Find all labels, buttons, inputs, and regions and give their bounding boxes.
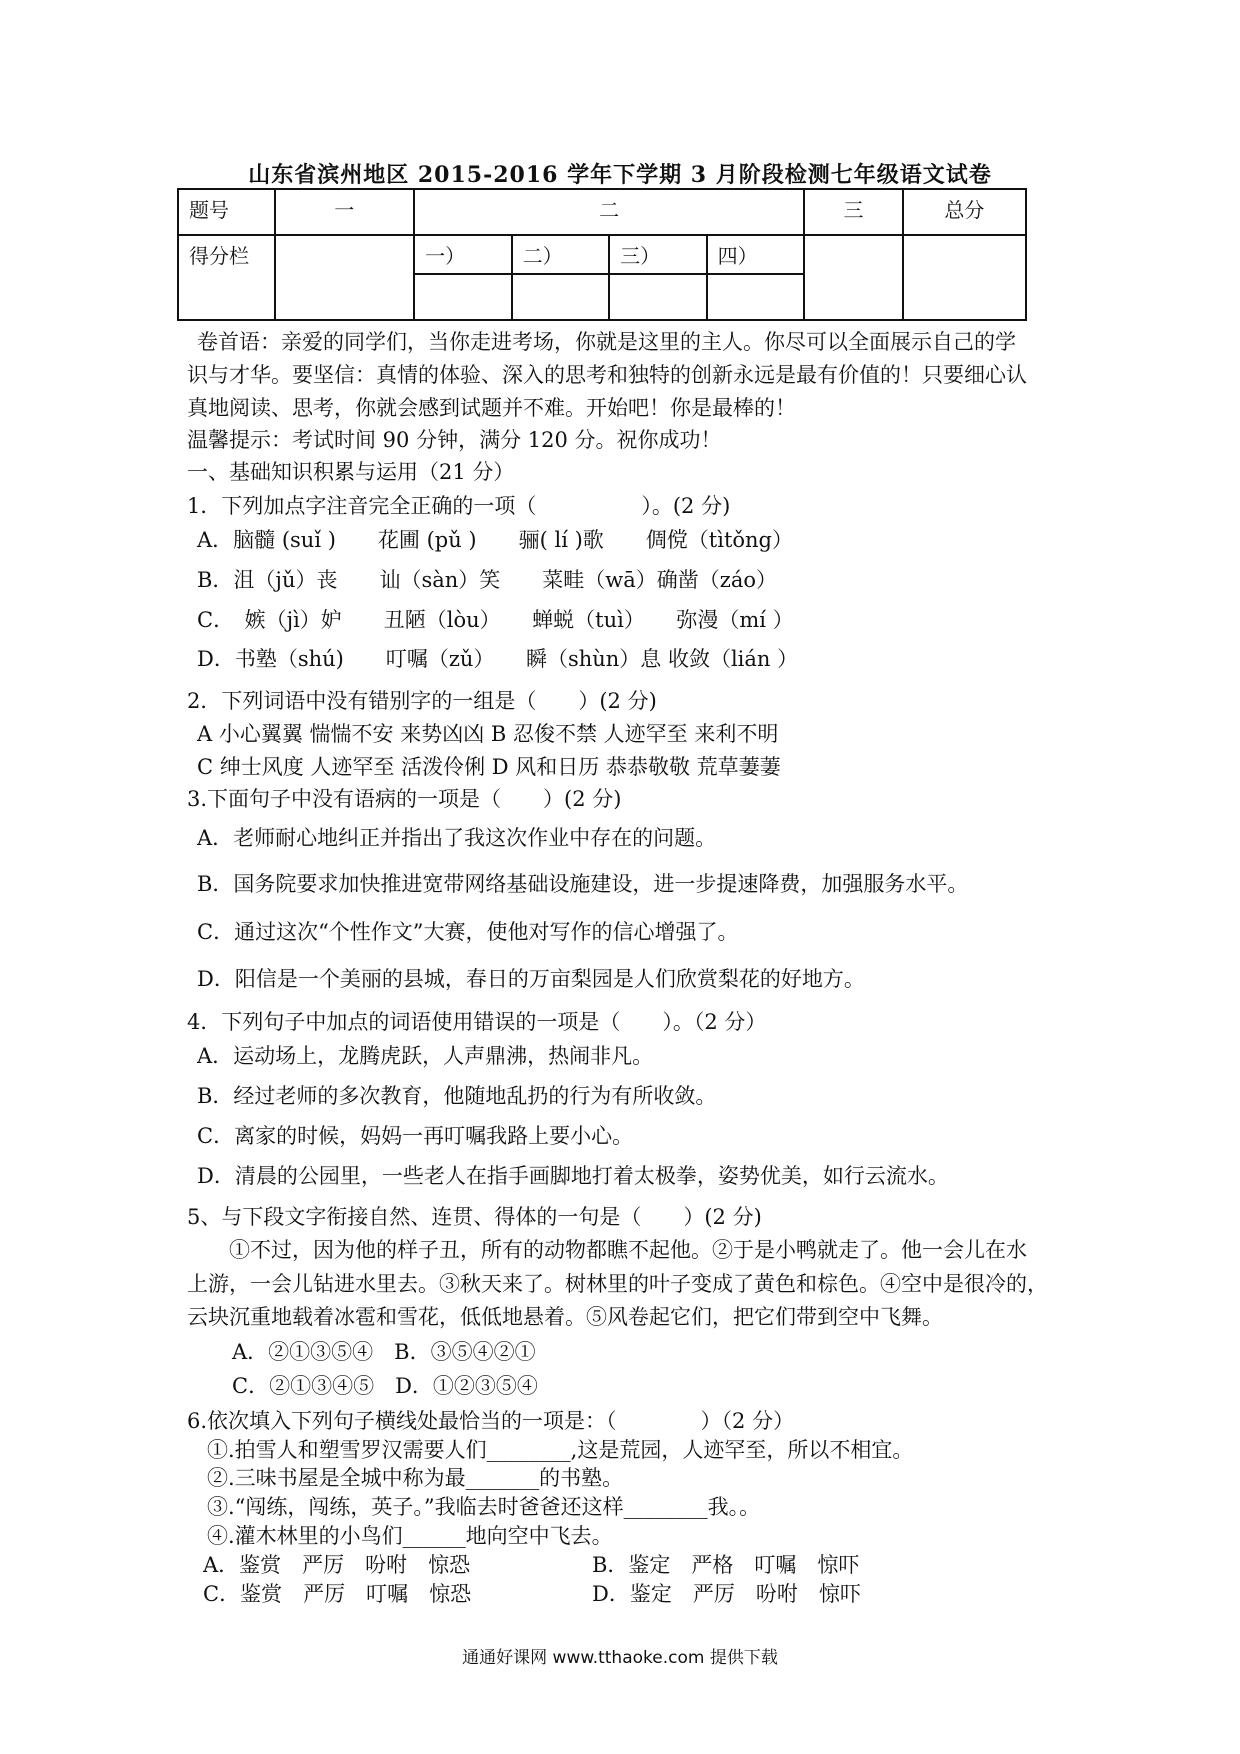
score-header-part1: 一	[275, 189, 415, 235]
q6-sentence-1: ①.拍雪人和塑雪罗汉需要人们________,这是荒园，人迹罕至，所以不相宜。	[207, 1438, 914, 1462]
q1-option-c: C． 嫉（jì）妒 丑陋（lòu） 蝉蜕（tuì） 弥漫（mí ）	[197, 608, 794, 632]
q5-options-ab: A．②①③⑤④ B．③⑤④②①	[232, 1340, 536, 1364]
intro-line-1: 卷首语：亲爱的同学们，当你走进考场，你就是这里的主人。你尽可以全面展示自己的学	[197, 330, 1016, 354]
q6-option-c: C．鉴赏 严厉 叮嘱 惊恐	[203, 1582, 472, 1606]
q6-sentence-3: ③.“闯练，闯练，英子。”我临去时爸爸还这样________我。。	[207, 1495, 761, 1519]
q6-sentence-2: ②.三味书屋是全城中称为最_______的书塾。	[207, 1466, 624, 1490]
q1-stem: 1．下列加点字注音完全正确的一项（ ）。(2 分)	[187, 494, 731, 518]
q4-stem: 4．下列句子中加点的词语使用错误的一项是（ ）。（2 分）	[187, 1010, 767, 1034]
q3-option-d: D．阳信是一个美丽的县城，春日的万亩梨园是人们欣赏梨花的好地方。	[197, 967, 865, 991]
q5-passage-2: 上游，一会儿钻进水里去。③秋天来了。树林里的叶子变成了黄色和棕色。④空中是很冷的，	[187, 1272, 1048, 1296]
q1-option-b: B．沮（jǔ）丧 讪（sàn）笑 菜畦（wā）确凿（záo）	[197, 568, 778, 592]
q1-option-d: D．书塾（shú) 叮嘱（zǔ） 瞬（shùn）息 收敛（lián ）	[197, 647, 799, 671]
q6-option-d: D．鉴定 严厉 吩咐 惊吓	[592, 1582, 861, 1606]
score-cell-sub3	[609, 274, 707, 320]
q6-sentence-4: ④.灌木林里的小鸟们______地向空中飞去。	[207, 1524, 613, 1548]
q5-options-cd: C．②①③④⑤ D．①②③⑤④	[232, 1374, 538, 1398]
intro-line-3: 真地阅读、思考，你就会感到试题并不难。开始吧！你是最棒的！	[187, 396, 796, 420]
score-cell-sub4	[707, 274, 805, 320]
page-footer: 通通好课网 www.tthaoke.com 提供下载	[462, 1648, 778, 1668]
score-cell-sub1	[414, 274, 512, 320]
q5-passage-3: 云块沉重地载着冰雹和雪花，低低地悬着。⑤风卷起它们，把它们带到空中飞舞。	[187, 1305, 943, 1329]
score-header-total: 总分	[903, 189, 1026, 235]
q1-option-a: A．脑髓 (suǐ ) 花圃 (pǔ ) 骊( lí )歌 倜傥（tìtǒng）	[197, 528, 793, 552]
intro-tip: 温馨提示：考试时间 90 分钟，满分 120 分。祝你成功！	[187, 428, 722, 452]
q2-stem: 2．下列词语中没有错别字的一组是（ ）(2 分)	[187, 689, 657, 713]
q5-passage-1: ①不过，因为他的样子丑，所有的动物都瞧不起他。②于是小鸭就走了。他一会儿在水	[187, 1238, 1027, 1262]
score-sub-4: 四）	[707, 235, 805, 274]
score-cell-part1	[275, 235, 415, 320]
score-header-part2: 二	[414, 189, 804, 235]
score-sub-2: 二）	[512, 235, 610, 274]
q2-options-cd: C 绅士风度 人迹罕至 活泼伶俐 D 风和日历 恭恭敬敬 荒草萋萋	[197, 755, 781, 779]
score-cell-part3	[804, 235, 903, 320]
q3-option-b: B．国务院要求加快推进宽带网络基础设施建设，进一步提速降费，加强服务水平。	[197, 872, 969, 896]
q2-options-ab: A 小心翼翼 惴惴不安 来势凶凶 B 忍俊不禁 人迹罕至 来利不明	[197, 722, 779, 746]
score-header-part3: 三	[804, 189, 903, 235]
q4-option-b: B．经过老师的多次教育，他随地乱扔的行为有所收敛。	[197, 1084, 717, 1108]
score-sub-3: 三）	[609, 235, 707, 274]
exam-title: 山东省滨州地区 2015-2016 学年下学期 3 月阶段检测七年级语文试卷	[248, 162, 992, 188]
score-table	[177, 188, 1027, 321]
intro-line-2: 识与才华。要坚信：真情的体验、深入的思考和独特的创新永远是最有价值的！只要细心认	[187, 363, 1027, 387]
q4-option-d: D．清晨的公园里，一些老人在指手画脚地打着太极拳，姿势优美，如行云流水。	[197, 1164, 949, 1188]
section-1-heading: 一、基础知识积累与运用（21 分）	[187, 460, 515, 484]
q3-stem: 3.下面句子中没有语病的一项是（ ）(2 分)	[187, 787, 622, 811]
q6-option-a: A．鉴赏 严厉 吩咐 惊恐	[203, 1553, 471, 1577]
q6-option-b: B．鉴定 严格 叮嘱 惊吓	[592, 1553, 860, 1577]
q4-option-c: C．离家的时候，妈妈一再叮嘱我路上要小心。	[197, 1124, 634, 1148]
q4-option-a: A．运动场上，龙腾虎跃，人声鼎沸，热闹非凡。	[197, 1044, 654, 1068]
q3-option-c: C．通过这次“个性作文”大赛，使他对写作的信心增强了。	[197, 920, 739, 944]
q6-stem: 6.依次填入下列句子横线处最恰当的一项是：（ ）（2 分）	[187, 1409, 795, 1433]
score-cell-sub2	[512, 274, 610, 320]
q5-stem: 5、与下段文字衔接自然、连贯、得体的一句是（ ）(2 分)	[187, 1205, 762, 1229]
score-header-tihao: 题号	[178, 189, 275, 235]
score-row-label: 得分栏	[178, 235, 275, 320]
score-sub-1: 一）	[414, 235, 512, 274]
score-cell-total	[903, 235, 1026, 320]
q3-option-a: A．老师耐心地纠正并指出了我这次作业中存在的问题。	[197, 826, 717, 850]
